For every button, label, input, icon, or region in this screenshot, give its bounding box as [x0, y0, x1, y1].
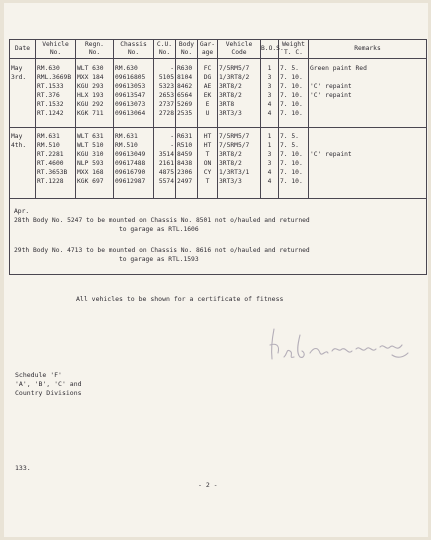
notes-month: Apr. — [14, 208, 30, 215]
cell-remarks: Green paint Red 'C' repaint 'C' repaint — [309, 59, 427, 128]
note-2-line-2: to garage as RTL.1593 — [119, 256, 199, 263]
table-row-notes — [10, 199, 427, 275]
col-bos-header: B.O.S. — [261, 40, 279, 59]
table-row-group-may-4th — [10, 128, 427, 199]
table-row-group-may-3rd — [10, 59, 427, 128]
schedule-note: Schedule 'F' 'A', 'B', 'C' and Country Divisions — [15, 371, 82, 397]
cell-date: May 4th. — [10, 128, 36, 199]
cell-vehicle: RM.631 RM.510 RT.2281 RT.4600 RT.3653B RT.1228 — [36, 128, 76, 199]
cell-bos: 1 1 3 3 4 4 — [261, 128, 279, 199]
certificate-note: All vehicles to be shown for a certificate of fitness — [76, 295, 284, 303]
cell-bos: 1 3 3 3 4 4 — [261, 59, 279, 128]
document-page — [4, 3, 428, 537]
cell-chassis: RM.630 09616805 09613053 09613547 09613073 09613064 — [114, 59, 154, 128]
page-number: - 2 - — [198, 481, 218, 489]
cell-garage: FC DG AE EK E U — [198, 59, 218, 128]
cell-code: 7/5RM5/7 7/5RM5/7 3RT8/2 3RT8/2 1/3RT3/1 3RT3/3 — [218, 128, 261, 199]
col-vehicle-header: Vehicle No. — [36, 40, 76, 59]
cell-body: R630 8104 8462 6564 5269 2535 — [176, 59, 198, 128]
cell-cu: - 5105 5323 2653 2737 2728 — [154, 59, 176, 128]
cell-regn: WLT 630 MXX 184 KGU 293 HLX 193 KGU 292 KGK 711 — [76, 59, 114, 128]
cell-garage: HT HT T ON CY T — [198, 128, 218, 199]
col-code-header: Vehicle Code — [218, 40, 261, 59]
cell-code: 7/5RM5/7 1/3RT8/2 3RT8/2 3RT8/2 3RT8 3RT3/3 — [218, 59, 261, 128]
vehicle-schedule-table — [9, 39, 427, 275]
col-date-header: Date — [10, 40, 36, 59]
cell-date: May 3rd. — [10, 59, 36, 128]
note-2-line-1: 29th Body No. 4713 to be mounted on Chassis No. 8616 not o/hauled and returned — [14, 247, 310, 254]
cell-chassis: RM.631 RM.510 09613049 09617488 09616790 09612987 — [114, 128, 154, 199]
cell-regn: WLT 631 WLT 510 KGU 310 NLP 593 MXX 168 KGK 697 — [76, 128, 114, 199]
note-1-line-2: to garage as RTL.1606 — [119, 226, 199, 233]
table-header-row — [10, 40, 427, 59]
col-garage-header: Gar- age — [198, 40, 218, 59]
col-remarks-header: Remarks — [309, 40, 427, 59]
cell-remarks: 'C' repaint — [309, 128, 427, 199]
footer-number: 133. — [15, 464, 31, 472]
cell-vehicle: RM.630 RML.3669B RT.1533 RT.376 RT.1532 RT.1242 — [36, 59, 76, 128]
notes-cell — [10, 199, 427, 275]
col-chassis-header: Chassis No. — [114, 40, 154, 59]
note-1-line-1: 28th Body No. 5247 to be mounted on Chassis No. 8501 not o/hauled and returned — [14, 217, 310, 224]
cell-cu: - - 3514 2161 4875 5574 — [154, 128, 176, 199]
cell-body: R631 R510 8459 8438 2306 2497 — [176, 128, 198, 199]
col-body-header: Body No. — [176, 40, 198, 59]
cell-weight: 7. 5. 7. 10. 7. 10. 7. 10. 7. 10. 7. 10. — [279, 59, 309, 128]
cell-weight: 7. 5. 7. 5. 7. 10. 7. 10. 7. 10. 7. 10. — [279, 128, 309, 199]
col-cu-header: C.U. No. — [154, 40, 176, 59]
handwritten-signature — [266, 323, 416, 367]
col-weight-header: Weight T. C. — [279, 40, 309, 59]
col-regn-header: Regn. No. — [76, 40, 114, 59]
